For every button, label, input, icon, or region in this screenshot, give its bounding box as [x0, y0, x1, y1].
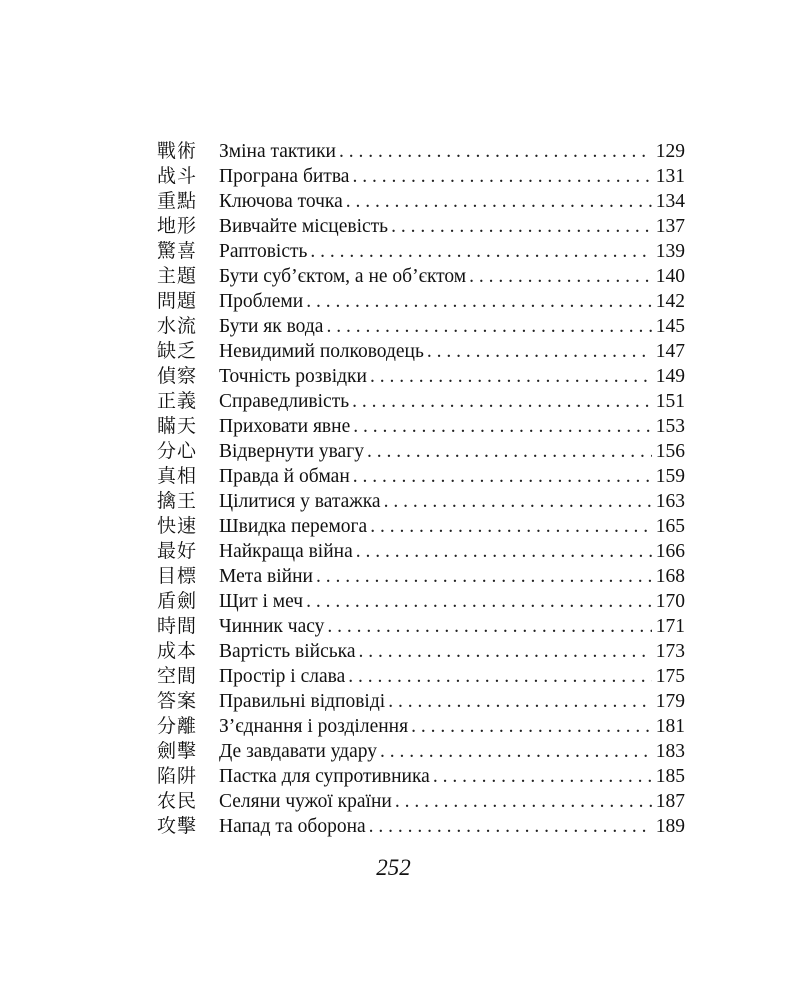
toc-entry-page: 166: [655, 541, 685, 562]
dot-leader: [346, 189, 652, 214]
dot-leader: [395, 789, 652, 814]
toc-entry-glyph: 時間: [157, 615, 198, 637]
toc-entry-page: 147: [655, 341, 685, 362]
toc-entry: [157, 289, 685, 314]
dot-leader: [384, 489, 652, 514]
toc-entry-glyph: 瞞天: [157, 415, 198, 437]
toc-entry-glyph: 答案: [157, 690, 198, 712]
toc-entry: [157, 214, 685, 239]
toc-entry-page: 181: [655, 716, 685, 737]
dot-leader: [356, 539, 652, 564]
toc-entry-page: 153: [655, 416, 685, 437]
toc-entry-title: Справедливість: [219, 391, 350, 412]
toc-entry-glyph: 农民: [157, 790, 198, 812]
toc-entry-title: Пастка для супротивника: [219, 766, 430, 787]
toc-entry: [157, 414, 685, 439]
dot-leader: [367, 439, 652, 464]
toc-entry-glyph: 戰術: [157, 140, 198, 162]
toc-entry-title: Точність розвідки: [219, 366, 367, 387]
toc-entry-glyph: 偵察: [157, 365, 198, 387]
toc-entry: [157, 139, 685, 164]
toc-entry: [157, 464, 685, 489]
toc-entry-title: Простір і слава: [219, 666, 346, 687]
dot-leader: [391, 214, 652, 239]
toc-entry: [157, 664, 685, 689]
toc-entry-glyph: 分心: [157, 440, 198, 462]
toc-entry-title: Відвернути увагу: [219, 441, 364, 462]
toc-entry: [157, 764, 685, 789]
toc-entry-page: 134: [655, 191, 685, 212]
table-of-contents: [157, 139, 685, 839]
toc-entry-glyph: 最好: [157, 540, 198, 562]
toc-entry-page: 170: [655, 591, 685, 612]
toc-entry-glyph: 問題: [157, 290, 198, 312]
dot-leader: [316, 564, 652, 589]
toc-entry-page: 179: [655, 691, 685, 712]
toc-entry: [157, 639, 685, 664]
toc-entry-glyph: 盾劍: [157, 590, 198, 612]
toc-entry: [157, 439, 685, 464]
toc-entry-page: 156: [655, 441, 685, 462]
toc-entry: [157, 314, 685, 339]
toc-entry-page: 149: [655, 366, 685, 387]
toc-entry: [157, 514, 685, 539]
dot-leader: [326, 314, 651, 339]
dot-leader: [352, 164, 651, 189]
toc-entry: [157, 389, 685, 414]
toc-entry-glyph: 水流: [157, 315, 198, 337]
toc-entry-title: Ключова точка: [219, 191, 343, 212]
toc-entry-title: Вивчайте місцевість: [219, 216, 389, 237]
toc-entry-page: 145: [655, 316, 685, 337]
toc-entry: [157, 789, 685, 814]
toc-entry-page: 175: [655, 666, 685, 687]
toc-entry-page: 159: [655, 466, 685, 487]
toc-entry-glyph: 成本: [157, 640, 198, 662]
dot-leader: [353, 464, 652, 489]
dot-leader: [348, 664, 652, 689]
toc-entry-glyph: 擒王: [157, 490, 198, 512]
toc-entry-title: Проблеми: [219, 291, 304, 312]
toc-entry-glyph: 目標: [157, 565, 198, 587]
toc-entry-glyph: 快速: [157, 515, 198, 537]
dot-leader: [358, 639, 651, 664]
dot-leader: [427, 339, 652, 364]
toc-entry: [157, 589, 685, 614]
toc-entry-page: 131: [655, 166, 685, 187]
toc-entry-page: 142: [655, 291, 685, 312]
toc-entry-title: Щит і меч: [219, 591, 304, 612]
page-number-folio: 252: [376, 855, 411, 880]
dot-leader: [370, 364, 652, 389]
toc-entry-page: 139: [655, 241, 685, 262]
toc-entry: [157, 539, 685, 564]
toc-entry-title: Програна битва: [219, 166, 350, 187]
toc-entry: [157, 264, 685, 289]
toc-entry-glyph: 正義: [157, 390, 198, 412]
toc-entry-page: 187: [655, 791, 685, 812]
toc-entry-glyph: 驚喜: [157, 240, 198, 262]
toc-entry-title: Напад та оборона: [219, 816, 366, 837]
toc-entry-page: 140: [655, 266, 685, 287]
toc-entry-glyph: 空間: [157, 665, 198, 687]
toc-entry: [157, 714, 685, 739]
toc-entry-title: З’єднання і розділення: [219, 716, 409, 737]
toc-entry-page: 129: [655, 141, 685, 162]
dot-leader: [352, 389, 652, 414]
toc-entry-page: 173: [655, 641, 685, 662]
dot-leader: [306, 589, 652, 614]
toc-entry-page: 163: [655, 491, 685, 512]
toc-entry: [157, 489, 685, 514]
toc-entry-title: Бути суб’єктом, а не об’єктом: [219, 266, 467, 287]
toc-entry-glyph: 陷阱: [157, 765, 198, 787]
dot-leader: [306, 289, 652, 314]
toc-entry-title: Мета війни: [219, 566, 313, 587]
toc-entry: [157, 339, 685, 364]
toc-entry-page: 171: [655, 616, 685, 637]
toc-entry-title: Швидка перемога: [219, 516, 368, 537]
toc-entry-glyph: 缺乏: [157, 340, 198, 362]
toc-entry-title: Чинник часу: [219, 616, 325, 637]
toc-entry-title: Найкраща війна: [219, 541, 353, 562]
toc-entry-title: Правда й обман: [219, 466, 350, 487]
toc-entry-title: Вартість війська: [219, 641, 356, 662]
toc-entry: [157, 164, 685, 189]
toc-entry-page: 137: [655, 216, 685, 237]
toc-entry: [157, 814, 685, 839]
toc-entry: [157, 689, 685, 714]
toc-entry: [157, 364, 685, 389]
dot-leader: [380, 739, 652, 764]
dot-leader: [369, 814, 652, 839]
toc-entry: [157, 239, 685, 264]
toc-entry-title: Невидимий полководець: [219, 341, 424, 362]
toc-entry-title: Де завдавати удару: [219, 741, 377, 762]
dot-leader: [388, 689, 652, 714]
toc-entry-title: Зміна тактики: [219, 141, 336, 162]
toc-entry-glyph: 战斗: [157, 165, 198, 187]
toc-entry-title: Бути як вода: [219, 316, 324, 337]
toc-entry-glyph: 真相: [157, 465, 198, 487]
dot-leader: [433, 764, 652, 789]
dot-leader: [411, 714, 652, 739]
toc-entry-page: 165: [655, 516, 685, 537]
toc-entry-page: 189: [655, 816, 685, 837]
toc-entry-title: Цілитися у ватажка: [219, 491, 381, 512]
toc-entry-title: Раптовість: [219, 241, 308, 262]
toc-entry: [157, 739, 685, 764]
toc-entry-title: Селяни чужої країни: [219, 791, 392, 812]
dot-leader: [370, 514, 652, 539]
toc-entry: [157, 564, 685, 589]
dot-leader: [469, 264, 652, 289]
toc-entry-glyph: 重點: [157, 190, 198, 212]
toc-entry-glyph: 地形: [157, 215, 198, 237]
toc-entry-title: Приховати явне: [219, 416, 351, 437]
toc-entry-page: 151: [655, 391, 685, 412]
toc-entry: [157, 614, 685, 639]
dot-leader: [310, 239, 651, 264]
toc-entry-glyph: 主題: [157, 265, 198, 287]
toc-entry-glyph: 攻擊: [157, 815, 198, 837]
toc-entry-page: 183: [655, 741, 685, 762]
dot-leader: [327, 614, 651, 639]
dot-leader: [353, 414, 652, 439]
toc-entry-glyph: 劍擊: [157, 740, 198, 762]
toc-entry-page: 168: [655, 566, 685, 587]
dot-leader: [339, 139, 652, 164]
toc-entry-glyph: 分離: [157, 715, 198, 737]
toc-entry: [157, 189, 685, 214]
toc-entry-title: Правильні відповіді: [219, 691, 386, 712]
toc-entry-page: 185: [655, 766, 685, 787]
